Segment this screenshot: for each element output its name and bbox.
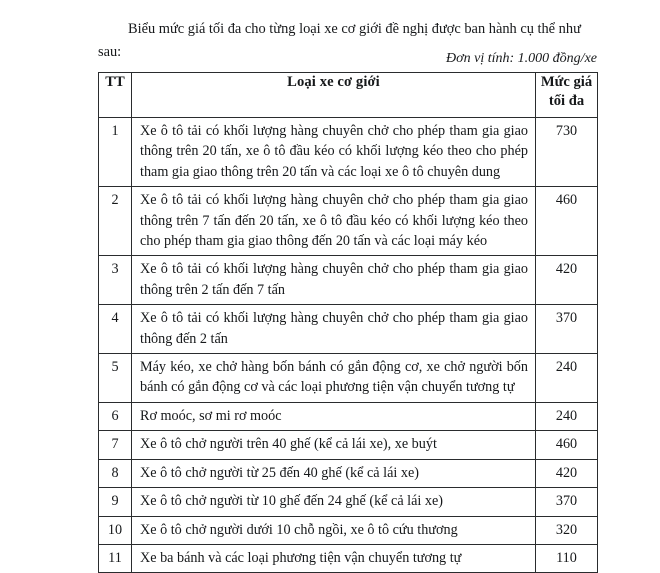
- table-header: [99, 73, 598, 118]
- cell-vehicle-type: Xe ô tô tải có khối lượng hàng chuyên chở cho phép tham gia giao thông trên 2 tấn đến 7 tấn: [132, 256, 536, 305]
- cell-vehicle-type: Xe ô tô chở người dưới 10 chỗ ngồi, xe ô tô cứu thương: [132, 516, 536, 544]
- header-row: [99, 73, 598, 118]
- cell-max-price: 240: [536, 402, 598, 430]
- table-row: [99, 256, 598, 305]
- cell-max-price: 320: [536, 516, 598, 544]
- cell-index: 11: [99, 544, 132, 572]
- cell-vehicle-type: Xe ô tô chở người từ 25 đến 40 ghế (kể cả lái xe): [132, 459, 536, 487]
- unit-note: Đơn vị tính: 1.000 đồng/xe: [446, 51, 597, 66]
- table-row: [99, 402, 598, 430]
- cell-vehicle-type: Rơ moóc, sơ mi rơ moóc: [132, 402, 536, 430]
- table-row: [99, 459, 598, 487]
- cell-max-price: 420: [536, 459, 598, 487]
- cell-index: 1: [99, 118, 132, 187]
- cell-index: 9: [99, 488, 132, 516]
- table-row: [99, 516, 598, 544]
- table-row: [99, 305, 598, 354]
- cell-index: 3: [99, 256, 132, 305]
- cell-index: 6: [99, 402, 132, 430]
- cell-max-price: 420: [536, 256, 598, 305]
- cell-max-price: 370: [536, 305, 598, 354]
- cell-index: 4: [99, 305, 132, 354]
- header-index: TT: [99, 73, 132, 118]
- cell-index: 10: [99, 516, 132, 544]
- table-row: [99, 431, 598, 459]
- cell-max-price: 460: [536, 187, 598, 256]
- table-row: [99, 354, 598, 403]
- cell-vehicle-type: Xe ba bánh và các loại phương tiện vận chuyển tương tự: [132, 544, 536, 572]
- cell-max-price: 730: [536, 118, 598, 187]
- header-max-price: [536, 73, 598, 118]
- intro-paragraph: Biểu mức giá tối đa cho từng loại xe cơ giới đề nghị được ban hành cụ thể như sau:: [98, 21, 581, 61]
- cell-vehicle-type: Xe ô tô chở người trên 40 ghế (kể cả lái xe), xe buýt: [132, 431, 536, 459]
- cell-index: 8: [99, 459, 132, 487]
- cell-max-price: 110: [536, 544, 598, 572]
- cell-max-price: 460: [536, 431, 598, 459]
- header-max-price-line2: tối đa: [548, 93, 585, 109]
- cell-vehicle-type: Xe ô tô tải có khối lượng hàng chuyên chở cho phép tham gia giao thông trên 20 tấn, xe ô tô đầu kéo có khối lượng kéo theo cho phép tham gia giao thông trên 20 tấn và các loại xe ô tô chuyên dung: [132, 118, 536, 187]
- cell-index: 7: [99, 431, 132, 459]
- price-table-container: [98, 72, 597, 573]
- table-row: [99, 118, 598, 187]
- cell-max-price: 240: [536, 354, 598, 403]
- header-vehicle-type: Loại xe cơ giới: [132, 73, 536, 118]
- cell-index: 5: [99, 354, 132, 403]
- table-row: [99, 544, 598, 572]
- table-row: [99, 187, 598, 256]
- header-max-price-line1: Mức giá: [540, 74, 593, 90]
- cell-max-price: 370: [536, 488, 598, 516]
- cell-vehicle-type: Xe ô tô chở người từ 10 ghế đến 24 ghế (kể cả lái xe): [132, 488, 536, 516]
- table-body: [99, 118, 598, 573]
- max-price-table: [98, 72, 598, 573]
- cell-vehicle-type: Máy kéo, xe chở hàng bốn bánh có gắn động cơ, xe chở người bốn bánh có gắn động cơ và các loại phương tiện vận chuyển tương tự: [132, 354, 536, 403]
- cell-index: 2: [99, 187, 132, 256]
- cell-vehicle-type: Xe ô tô tải có khối lượng hàng chuyên chở cho phép tham gia giao thông trên 7 tấn đến 20 tấn, xe ô tô đầu kéo có khối lượng kéo theo cho phép tham gia giao thông đến 20 tấn và các loại máy kéo: [132, 187, 536, 256]
- cell-vehicle-type: Xe ô tô tải có khối lượng hàng chuyên chở cho phép tham gia giao thông đến 2 tấn: [132, 305, 536, 354]
- table-row: [99, 488, 598, 516]
